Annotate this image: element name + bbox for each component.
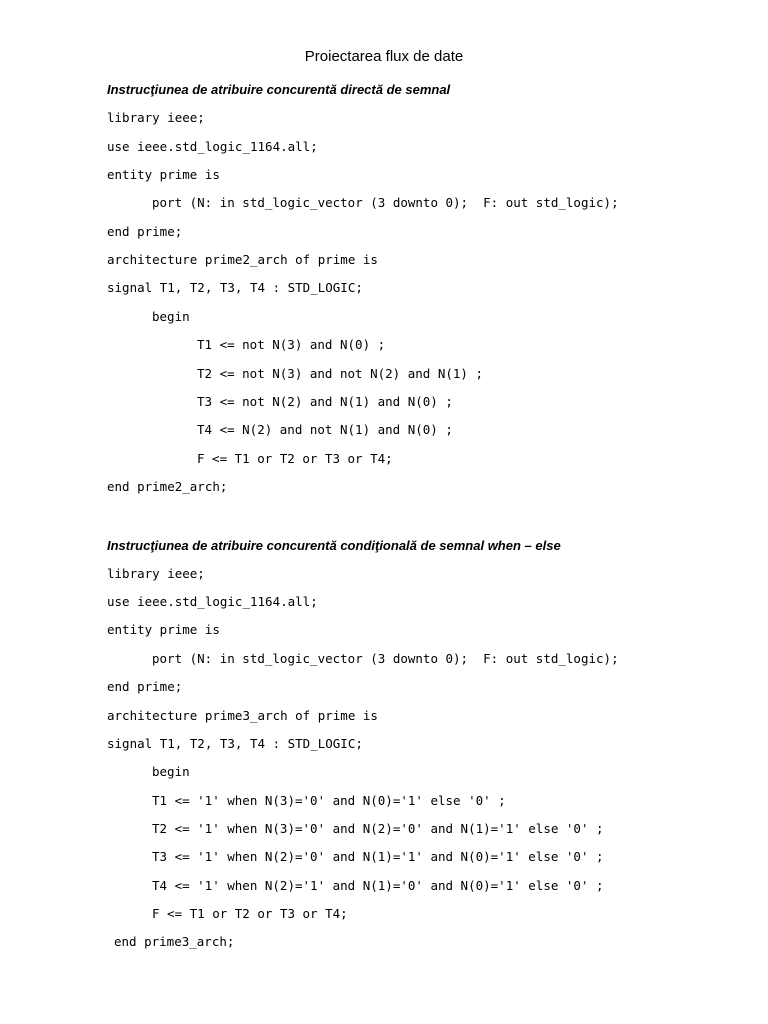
code-line: F <= T1 or T2 or T3 or T4;	[197, 451, 393, 466]
code-line: port (N: in std_logic_vector (3 downto 0); F: out std_logic);	[152, 651, 619, 666]
code-line: T3 <= '1' when N(2)='0' and N(1)='1' and N(0)='1' else '0' ;	[152, 849, 604, 864]
code-line: end prime3_arch;	[114, 934, 235, 949]
code-line: library ieee;	[107, 110, 205, 125]
code-line: library ieee;	[107, 566, 205, 581]
code-line: use ieee.std_logic_1164.all;	[107, 594, 318, 609]
code-line: end prime2_arch;	[107, 479, 228, 494]
code-line: T1 <= '1' when N(3)='0' and N(0)='1' else '0' ;	[152, 793, 506, 808]
code-line: signal T1, T2, T3, T4 : STD_LOGIC;	[107, 280, 363, 295]
code-line: T3 <= not N(2) and N(1) and N(0) ;	[197, 394, 453, 409]
code-line: entity prime is	[107, 622, 220, 637]
code-line: T4 <= N(2) and not N(1) and N(0) ;	[197, 422, 453, 437]
section-heading-direct-assignment: Instrucţiunea de atribuire concurentă directă de semnal	[107, 82, 451, 97]
code-line: port (N: in std_logic_vector (3 downto 0); F: out std_logic);	[152, 195, 619, 210]
code-line: T2 <= not N(3) and not N(2) and N(1) ;	[197, 366, 483, 381]
code-line: T1 <= not N(3) and N(0) ;	[197, 337, 386, 352]
code-line: signal T1, T2, T3, T4 : STD_LOGIC;	[107, 736, 363, 751]
code-line: T2 <= '1' when N(3)='0' and N(2)='0' and N(1)='1' else '0' ;	[152, 821, 604, 836]
code-line: end prime;	[107, 224, 183, 239]
code-line: begin	[152, 764, 190, 779]
code-line: T4 <= '1' when N(2)='1' and N(1)='0' and N(0)='1' else '0' ;	[152, 878, 604, 893]
code-line: begin	[152, 309, 190, 324]
code-line: F <= T1 or T2 or T3 or T4;	[152, 906, 348, 921]
code-line: architecture prime3_arch of prime is	[107, 708, 378, 723]
code-line: use ieee.std_logic_1164.all;	[107, 139, 318, 154]
code-line: entity prime is	[107, 167, 220, 182]
code-line: end prime;	[107, 679, 183, 694]
code-line: architecture prime2_arch of prime is	[107, 252, 378, 267]
page-title: Proiectarea flux de date	[304, 48, 464, 65]
section-heading-conditional-assignment: Instrucţiunea de atribuire concurentă condiţională de semnal when – else	[107, 538, 561, 553]
